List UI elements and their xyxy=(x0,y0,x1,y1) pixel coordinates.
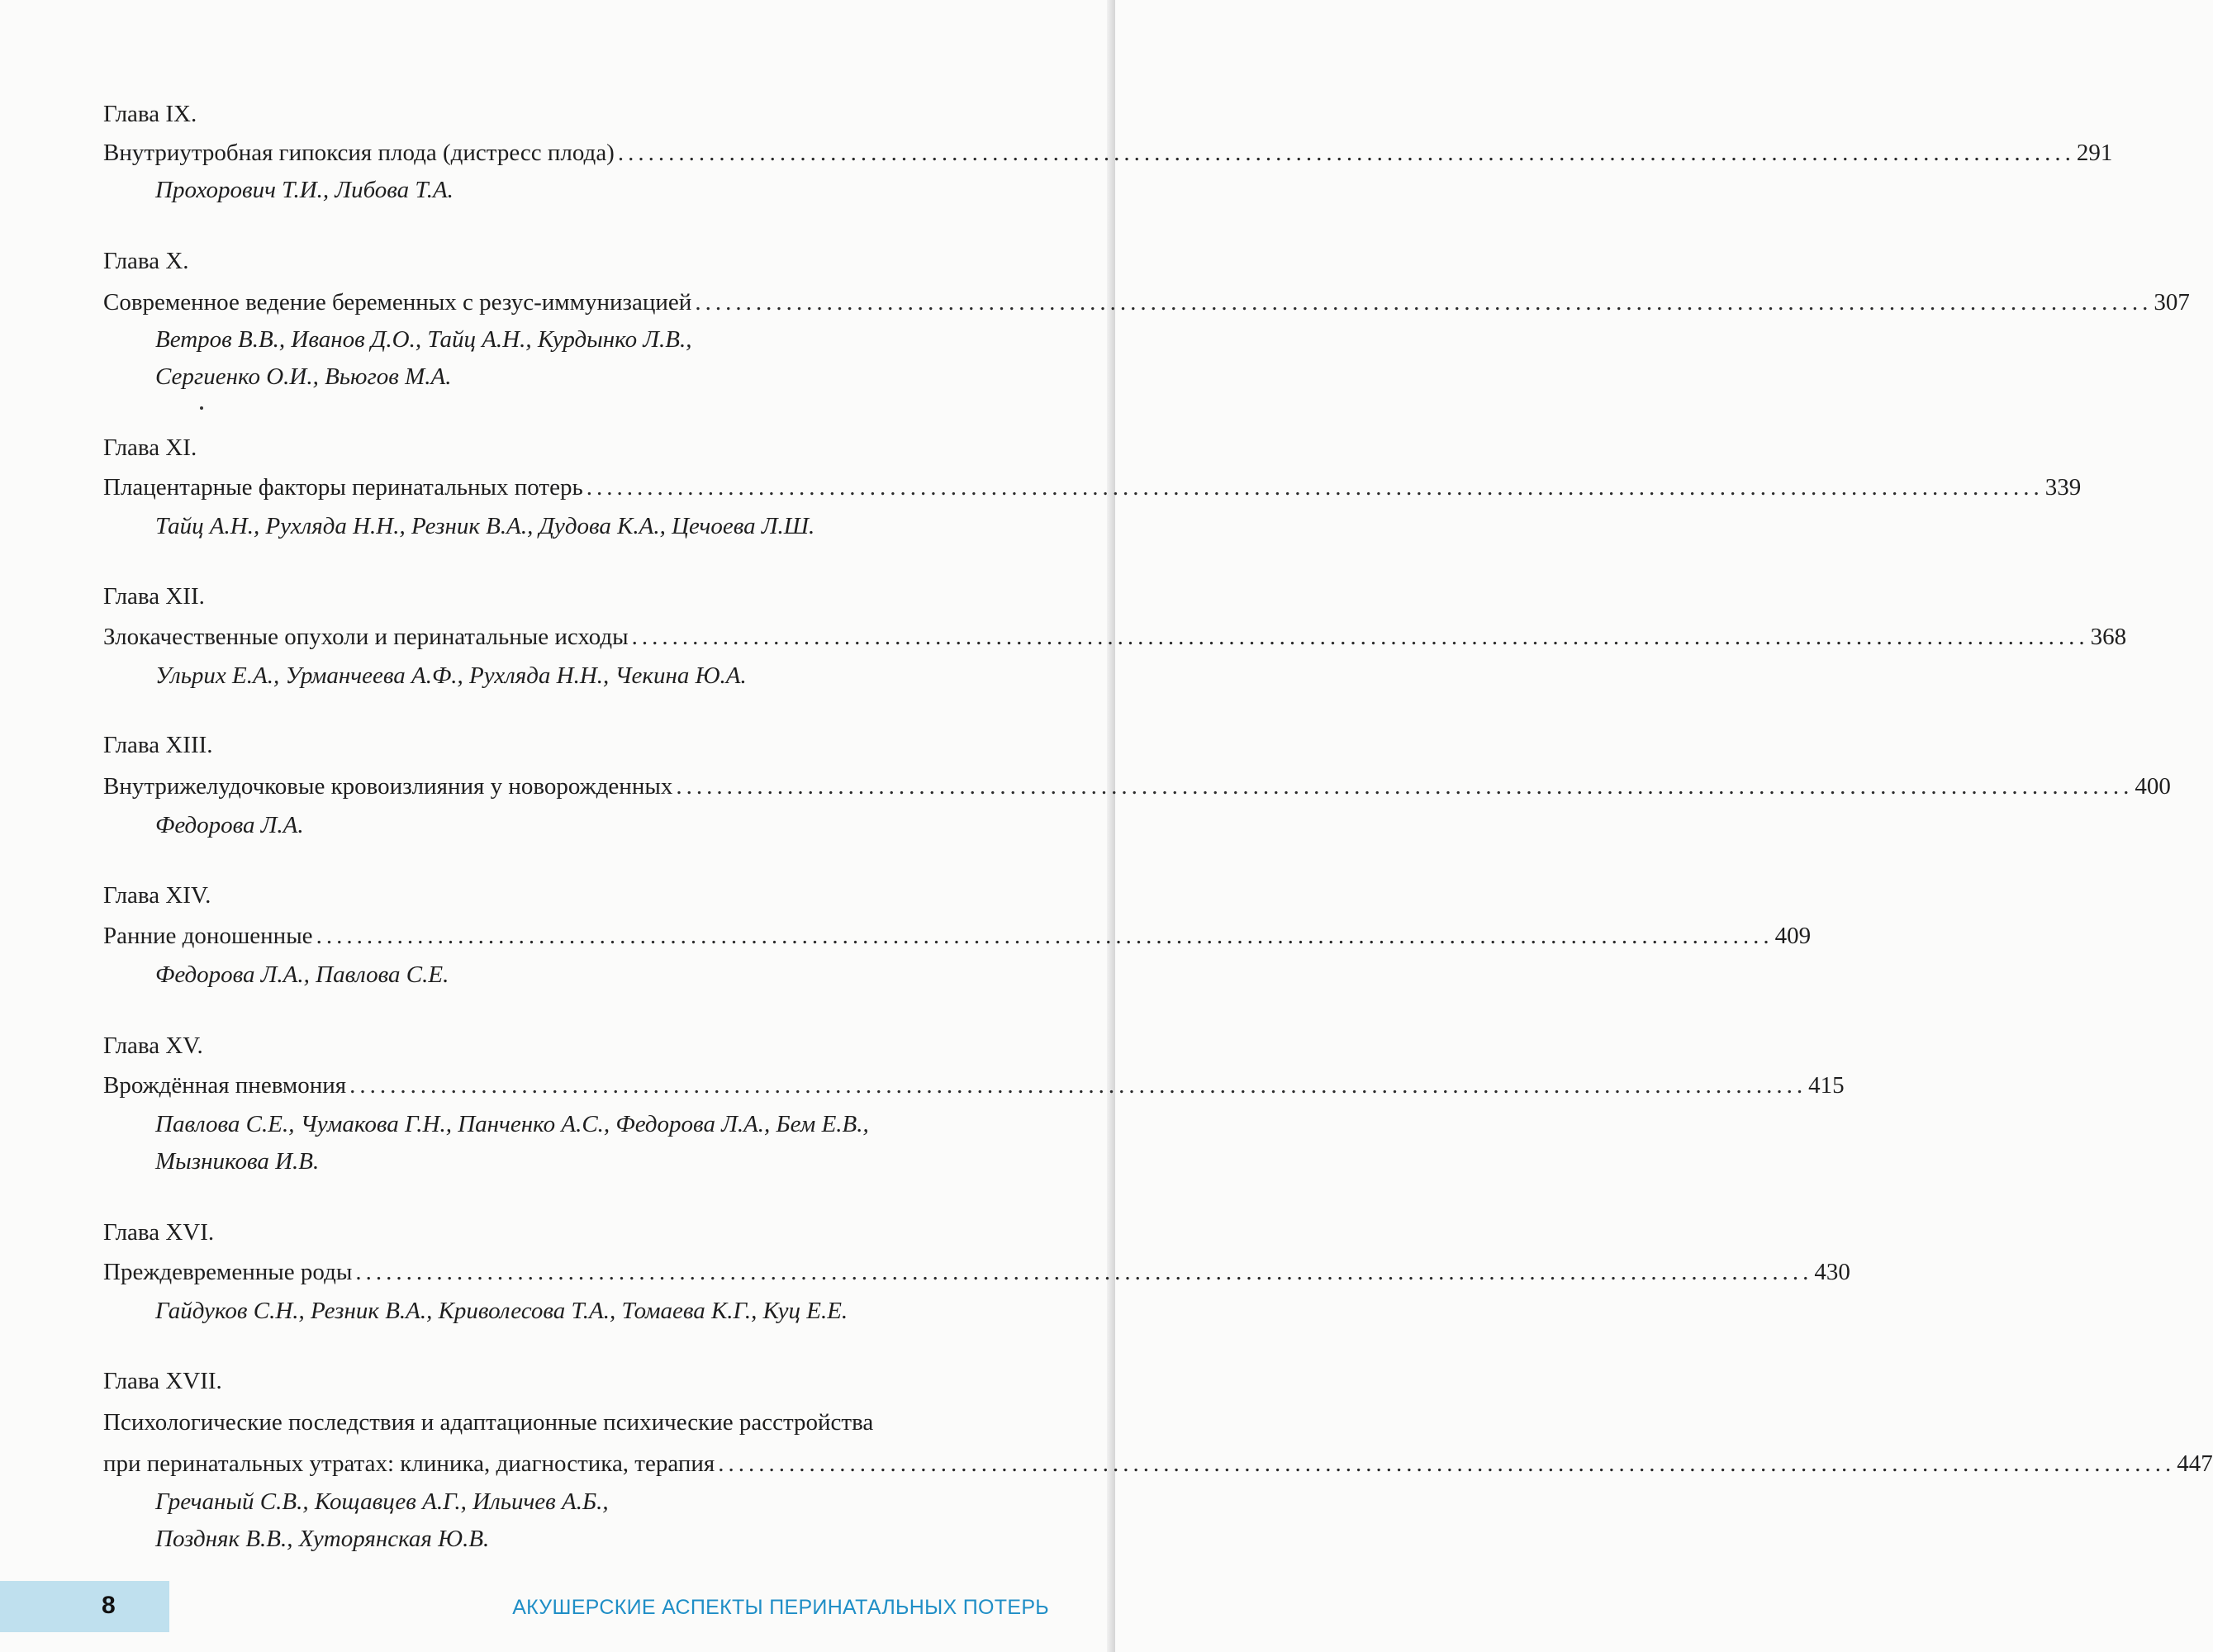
toc-entry[interactable] xyxy=(103,771,2171,801)
chapter-title: Ранние доношенные xyxy=(103,923,313,949)
toc-entry[interactable] xyxy=(103,1257,1850,1287)
chapter-heading: Глава XII. xyxy=(103,583,205,610)
dot-leader: ................................................................................................................................................ xyxy=(355,1259,1813,1285)
table-of-contents xyxy=(103,0,2213,1569)
chapter-title: Современное ведение беременных с резус-иммунизацией xyxy=(103,289,692,316)
page-number: 430 xyxy=(1814,1259,1850,1285)
dot-leader: ................................................................................................................................................ xyxy=(349,1072,1807,1099)
chapter-title: Внутриутробная гипоксия плода (дистресс плода) xyxy=(103,140,615,166)
chapter-heading: Глава XIII. xyxy=(103,732,213,758)
chapter-authors: Ветров В.В., Иванов Д.О., Тайц А.Н., Курдынко Л.В., xyxy=(155,326,692,353)
dot-leader: ................................................................................................................................................ xyxy=(718,1450,2176,1477)
chapter-heading: Глава XI. xyxy=(103,434,197,461)
dot-leader: ................................................................................................................................................ xyxy=(695,289,2153,316)
page-number: 409 xyxy=(1774,923,1812,949)
page-number: 291 xyxy=(2076,140,2113,166)
dot-leader: ................................................................................................................................................ xyxy=(631,624,2089,650)
toc-entry[interactable] xyxy=(103,622,2127,652)
chapter-title: Злокачественные опухоли и перинатальные исходы xyxy=(103,624,629,650)
chapter-title: Внутрижелудочковые кровоизлияния у новорожденных xyxy=(103,773,673,800)
chapter-authors: Тайц А.Н., Рухляда Н.Н., Резник В.А., Дудова К.А., Цечоева Л.Ш. xyxy=(155,513,815,539)
chapter-authors: Федорова Л.А. xyxy=(155,812,304,838)
chapter-title: Преждевременные роды xyxy=(103,1259,353,1285)
chapter-heading: Глава IX. xyxy=(103,101,197,127)
toc-entry[interactable] xyxy=(103,287,2190,317)
chapter-authors: Федорова Л.А., Павлова С.Е. xyxy=(155,961,449,988)
dot-leader: ................................................................................................................................................ xyxy=(617,140,2075,166)
dot-leader: ................................................................................................................................................ xyxy=(676,773,2134,800)
chapter-heading: Глава XIV. xyxy=(103,882,211,909)
chapter-heading: Глава XV. xyxy=(103,1032,203,1059)
page-number: 400 xyxy=(2135,773,2171,800)
chapter-authors: Сергиенко О.И., Вьюгов М.А. xyxy=(155,363,452,390)
page-number: 447 xyxy=(2177,1450,2213,1477)
dot-leader: ................................................................................................................................................ xyxy=(586,474,2044,501)
page-edge-shadow xyxy=(1107,0,1115,1652)
chapter-authors: Ульрих Е.А., Урманчеева А.Ф., Рухляда Н.Н., Чекина Ю.А. xyxy=(155,662,747,689)
toc-entry[interactable] xyxy=(103,1070,1845,1100)
chapter-authors: Поздняк В.В., Хуторянская Ю.В. xyxy=(155,1526,490,1552)
toc-entry[interactable] xyxy=(103,921,1812,951)
chapter-heading: Глава X. xyxy=(103,248,189,274)
toc-entry[interactable] xyxy=(103,472,2082,502)
chapter-title: при перинатальных утратах: клиника, диагностика, терапия xyxy=(103,1450,715,1477)
dot-leader: ................................................................................................................................................ xyxy=(316,923,1774,949)
footer-page-number: 8 xyxy=(102,1592,116,1619)
page-number: 415 xyxy=(1808,1072,1845,1099)
page-number: 368 xyxy=(2090,624,2127,650)
chapter-authors: Мызникова И.В. xyxy=(155,1148,320,1175)
chapter-title[interactable]: Психологические последствия и адаптационные психические расстройства xyxy=(103,1409,874,1436)
chapter-title: Врождённая пневмония xyxy=(103,1072,347,1099)
chapter-authors: Гайдуков С.Н., Резник В.А., Криволесова Т.А., Томаева К.Г., Куц Е.Е. xyxy=(155,1298,848,1324)
toc-entry[interactable] xyxy=(103,138,2113,168)
chapter-authors: Павлова С.Е., Чумакова Г.Н., Панченко А.С., Федорова Л.А., Бем Е.В., xyxy=(155,1111,869,1137)
page-number: 339 xyxy=(2044,474,2082,501)
chapter-heading: Глава XVII. xyxy=(103,1368,222,1394)
chapter-authors: Прохорович Т.И., Либова Т.А. xyxy=(155,177,454,203)
print-speck xyxy=(200,406,203,410)
page-number: 307 xyxy=(2154,289,2190,316)
chapter-authors: Гречаный С.В., Кощавцев А.Г., Ильичев А.Б., xyxy=(155,1488,609,1515)
page-number-tab xyxy=(0,1581,169,1632)
chapter-heading: Глава XVI. xyxy=(103,1219,215,1246)
running-footer-title: АКУШЕРСКИЕ АСПЕКТЫ ПЕРИНАТАЛЬНЫХ ПОТЕРЬ xyxy=(512,1596,1049,1619)
chapter-title: Плацентарные факторы перинатальных потерь xyxy=(103,474,583,501)
toc-entry[interactable] xyxy=(103,1449,2213,1479)
